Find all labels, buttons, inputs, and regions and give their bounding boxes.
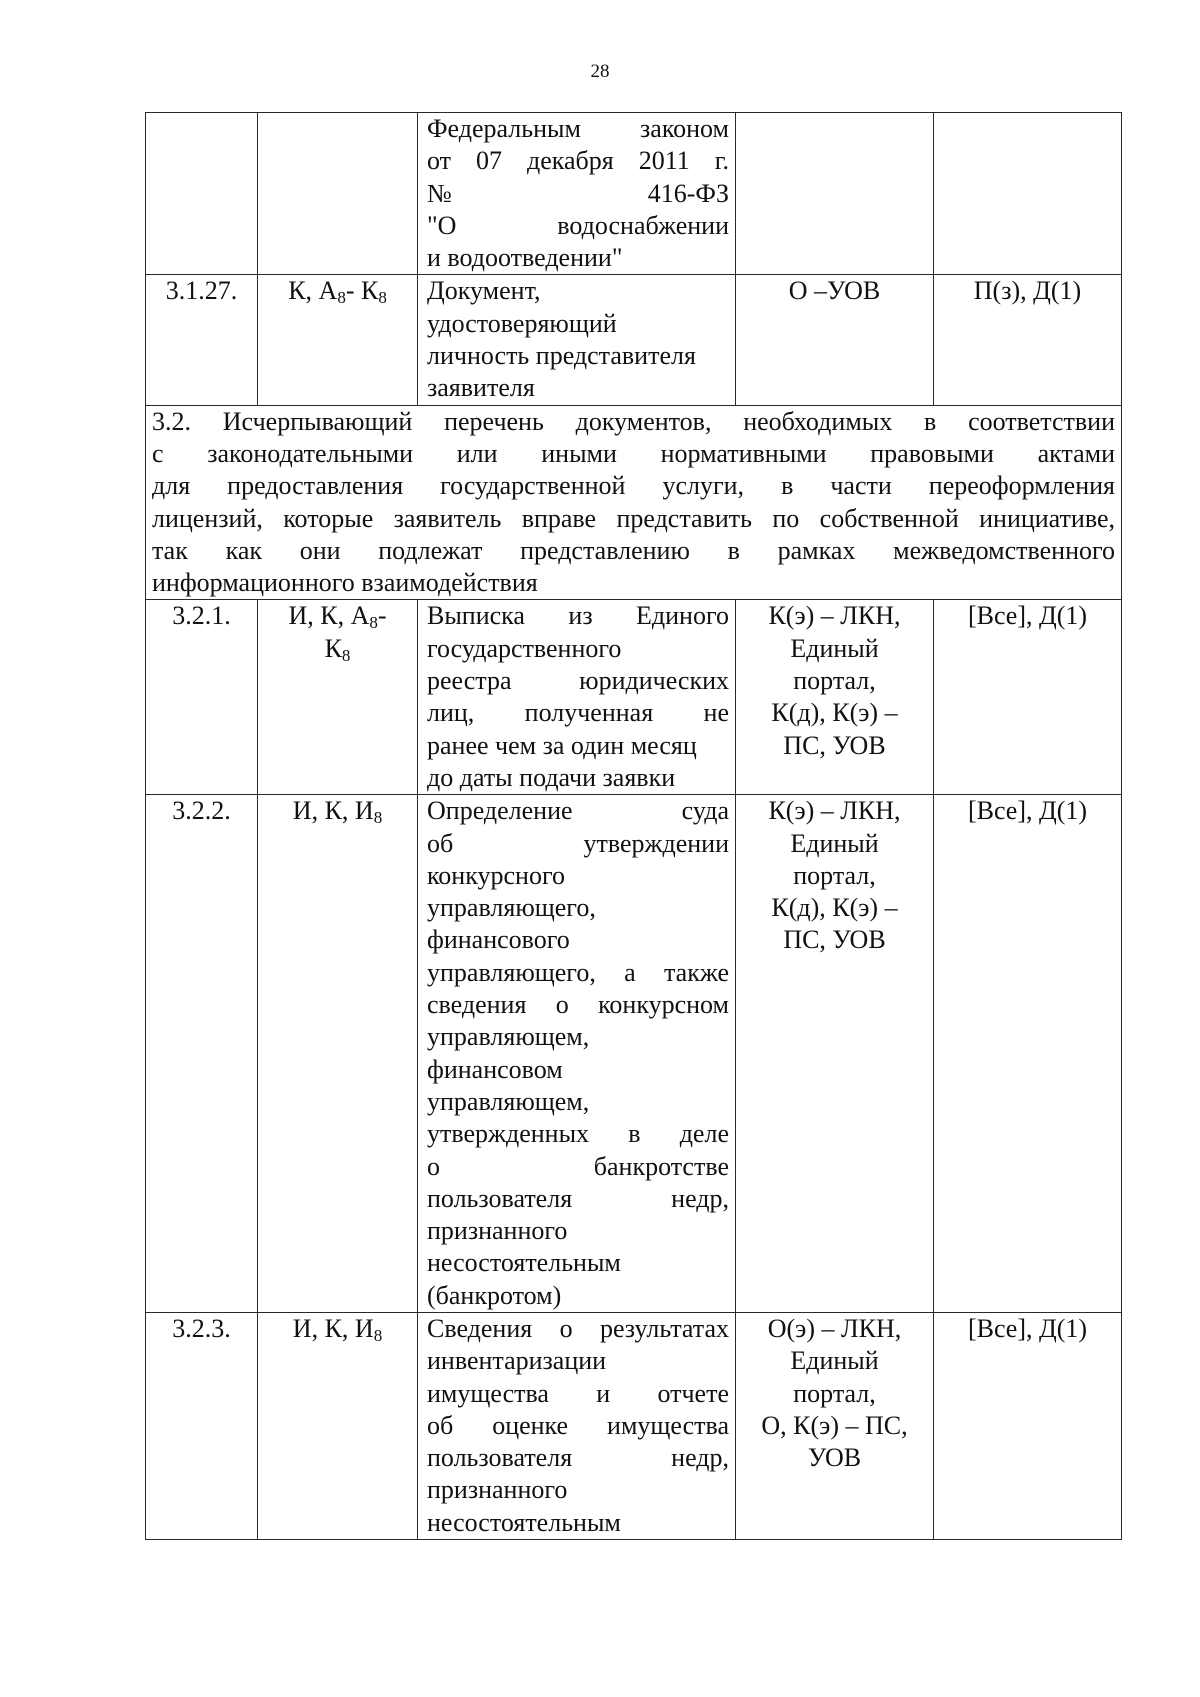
document-name-line: о банкротстве (427, 1151, 729, 1181)
section-heading-line: для предоставления государственной услуги, в части переоформления (152, 471, 1115, 501)
document-name-line: Документ, (427, 276, 541, 306)
applicant-codes-cell (258, 275, 418, 405)
document-name-line: утвержденных в деле (427, 1119, 729, 1149)
section-heading-line: 3.2. Исчерпывающий перечень документов, необходимых в соответствии (152, 406, 1115, 436)
document-name-line: Федеральным законом (427, 114, 729, 143)
document-name-line: сведения о конкурсном (427, 990, 729, 1020)
document-name-line: управляющего, а также (427, 957, 729, 987)
applicant-codes-cell (258, 600, 418, 795)
document-name-line: инвентаризации (427, 1346, 607, 1376)
document-name-line: конкурсного (427, 860, 565, 890)
submission-method-line: ПС, УОВ (783, 730, 886, 760)
applicant-codes: И, К, $И_8$ (292, 796, 383, 828)
requirement-cell (934, 275, 1122, 405)
submission-method-cell (736, 275, 934, 405)
document-name-line: Определение суда (427, 796, 729, 826)
item-number-cell (146, 1312, 258, 1539)
document-name-cell (418, 1312, 736, 1539)
document-name-line: несостоятельным (427, 1507, 621, 1537)
document-name-line: удостоверяющий (427, 308, 617, 338)
subscript-index: 8 (373, 808, 383, 828)
item-number-cell (146, 113, 258, 275)
document-name-line: (банкротом) (427, 1280, 562, 1310)
applicant-codes-line: $К_8$ (324, 633, 351, 665)
submission-method-line: Единый (790, 828, 879, 858)
submission-method-line: УОВ (807, 1443, 862, 1473)
applicant-codes-cell (258, 795, 418, 1313)
page-number: 28 (590, 61, 610, 82)
submission-method-line: О –УОВ (788, 276, 881, 306)
requirement-cell (934, 1312, 1122, 1539)
submission-method-cell (736, 113, 934, 275)
submission-method-line: К(д), К(э) – (771, 698, 898, 728)
document-name-line: реестра юридических (427, 666, 729, 696)
document-name-line: "О водоснабжении (427, 210, 729, 240)
requirement-line: [Все], Д(1) (967, 601, 1088, 631)
submission-method-cell (736, 1312, 934, 1539)
submission-method-line: портал, (793, 1378, 876, 1408)
requirement-cell (934, 113, 1122, 275)
submission-method-line: К(д), К(э) – (771, 893, 898, 923)
submission-method-line: К(э) – ЛКН, (768, 796, 901, 826)
submission-method-line: ПС, УОВ (783, 925, 886, 955)
item-number-cell (146, 795, 258, 1313)
document-name-line: лиц, полученная не (427, 698, 729, 728)
submission-method-line: портал, (793, 666, 876, 696)
subscript-index: 8 (341, 645, 351, 665)
item-number: 3.2.2. (172, 796, 231, 826)
item-number-cell (146, 600, 258, 795)
applicant-codes: И, К, $И_8$ (292, 1313, 383, 1345)
document-name-line: государственного (427, 633, 622, 663)
document-table (145, 112, 1122, 1540)
document-name-line: управляющем, (427, 1022, 590, 1052)
document-name-line: об утверждении (427, 828, 729, 858)
requirement-line: П(з), Д(1) (973, 276, 1082, 306)
applicant-codes-cell (258, 1312, 418, 1539)
item-number: 3.2.3. (172, 1313, 231, 1343)
document-name-line: управляющем, (427, 1086, 590, 1116)
document-name-line: заявителя (427, 373, 535, 403)
table-row (146, 275, 1122, 405)
item-number: 3.2.1. (172, 601, 231, 631)
requirement-cell (934, 600, 1122, 795)
document-name-line: финансовом (427, 1054, 563, 1084)
document-name-line: признанного (427, 1475, 568, 1505)
submission-method-line: Единый (790, 633, 879, 663)
section-heading-line: лицензий, которые заявитель вправе представить по собственной инициативе, (152, 503, 1115, 533)
document-name-line: до даты подачи заявки (427, 762, 676, 792)
table-row (146, 600, 1122, 795)
document-name-cell (418, 275, 736, 405)
applicant-codes-line: И, К, $А_8-$ (288, 601, 387, 633)
document-name-line: финансового (427, 925, 570, 955)
submission-method-cell (736, 600, 934, 795)
document-name-line: ранее чем за один месяц (427, 730, 697, 760)
subscript-index: 8 (337, 288, 346, 308)
table-row (146, 1312, 1122, 1539)
document-name-line: пользователя недр, (427, 1183, 729, 1213)
document-name-line: управляющего, (427, 893, 596, 923)
section-heading (146, 405, 1122, 600)
document-name-cell (418, 600, 736, 795)
document-name-line: Сведения о результатах (427, 1313, 729, 1343)
table-row (146, 795, 1122, 1313)
section-heading-line: информационного взаимодействия (152, 568, 538, 598)
document-name-line: несостоятельным (427, 1248, 621, 1278)
document-name-line: пользователя недр, (427, 1443, 729, 1473)
item-number-cell (146, 275, 258, 405)
document-name-line: № 416-ФЗ (427, 178, 729, 208)
document-name-line: имущества и отчете (427, 1378, 729, 1408)
document-name-cell (418, 113, 736, 275)
applicant-codes-cell (258, 113, 418, 275)
applicant-codes: К, $А_8-$ $К_8$ (288, 276, 387, 308)
subscript-index: 8 (369, 613, 378, 633)
subscript-index: 8 (378, 288, 387, 308)
document-name-line: и водоотведении" (427, 243, 623, 273)
subscript-index: 8 (373, 1325, 383, 1345)
requirement-line: [Все], Д(1) (967, 1313, 1088, 1343)
document-name-cell (418, 795, 736, 1313)
requirement-line: [Все], Д(1) (967, 796, 1088, 826)
document-name-line: признанного (427, 1216, 568, 1246)
section-heading-line: так как они подлежат представлению в рамках межведомственного (152, 535, 1115, 565)
submission-method-line: портал, (793, 860, 876, 890)
submission-method-line: О, К(э) – ПС, (761, 1410, 908, 1440)
submission-method-line: О(э) – ЛКН, (767, 1313, 902, 1343)
document-name-line: личность представителя (427, 341, 696, 371)
section-heading-line: с законодательными или иными нормативными правовыми актами (152, 438, 1115, 468)
submission-method-line: Единый (790, 1346, 879, 1376)
submission-method-line: К(э) – ЛКН, (768, 601, 901, 631)
document-name-line: Выписка из Единого (427, 601, 729, 631)
document-name-line: от 07 декабря 2011 г. (427, 146, 729, 176)
table-row (146, 113, 1122, 275)
item-number: 3.1.27. (165, 276, 238, 306)
document-name-line: об оценке имущества (427, 1410, 729, 1440)
requirement-cell (934, 795, 1122, 1313)
submission-method-cell (736, 795, 934, 1313)
section-header-row (146, 405, 1122, 600)
